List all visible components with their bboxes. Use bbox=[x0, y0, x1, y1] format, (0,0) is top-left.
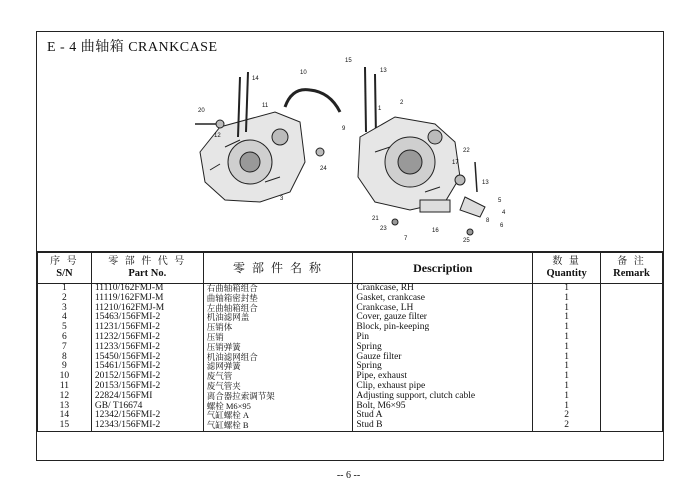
row-part-name: 气缸螺栓 B bbox=[203, 421, 353, 431]
row-remark bbox=[601, 402, 663, 412]
header-part-no: 零 部 件 代 号 Part No. bbox=[91, 253, 203, 284]
row-sn: 9 bbox=[38, 362, 92, 372]
row-remark bbox=[601, 284, 663, 294]
row-quantity: 2 bbox=[533, 421, 601, 431]
row-sn: 6 bbox=[38, 333, 92, 343]
row-part-name: 左曲轴箱组合 bbox=[203, 304, 353, 314]
row-part-no: 15450/156FMI-2 bbox=[91, 353, 203, 363]
row-quantity: 1 bbox=[533, 372, 601, 382]
row-sn: 2 bbox=[38, 294, 92, 304]
row-part-name: 压销弹簧 bbox=[203, 343, 353, 353]
callout-label: 2 bbox=[400, 100, 404, 106]
row-sn: 15 bbox=[38, 421, 92, 431]
callout-label: 6 bbox=[500, 223, 504, 229]
row-part-no: 11110/162FMJ-M bbox=[91, 284, 203, 294]
row-part-no: 11231/156FMI-2 bbox=[91, 323, 203, 333]
row-part-name: 压销 bbox=[203, 333, 353, 343]
row-remark bbox=[601, 362, 663, 372]
table-header-row bbox=[38, 253, 663, 284]
callout-label: 3 bbox=[280, 196, 284, 202]
row-remark bbox=[601, 313, 663, 323]
header-sn: 序 号 S/N bbox=[38, 253, 92, 284]
row-part-no: 11232/156FMI-2 bbox=[91, 333, 203, 343]
row-part-name: 右曲轴箱组合 bbox=[203, 284, 353, 294]
header-part-name: 零 部 件 名 称 bbox=[203, 253, 353, 284]
row-part-name: 机油滤网盖 bbox=[203, 313, 353, 323]
callout-label: 10 bbox=[300, 70, 307, 76]
row-part-name: 压销体 bbox=[203, 323, 353, 333]
callout-label: 21 bbox=[372, 216, 379, 222]
callout-label: 16 bbox=[432, 228, 439, 234]
row-description: Cover, gauze filter bbox=[353, 313, 533, 323]
row-part-name: 废气管夹 bbox=[203, 382, 353, 392]
row-quantity: 1 bbox=[533, 313, 601, 323]
callout-label: 15 bbox=[345, 58, 352, 64]
row-part-no: 20153/156FMI-2 bbox=[91, 382, 203, 392]
callout-label: 8 bbox=[486, 218, 490, 224]
row-quantity: 1 bbox=[533, 343, 601, 353]
row-part-no: 15461/156FMI-2 bbox=[91, 362, 203, 372]
row-quantity: 1 bbox=[533, 392, 601, 402]
callout-label: 9 bbox=[342, 126, 346, 132]
row-part-name: 螺栓 M6×95 bbox=[203, 402, 353, 412]
row-remark bbox=[601, 294, 663, 304]
row-quantity: 1 bbox=[533, 382, 601, 392]
callout-label: 22 bbox=[463, 148, 470, 154]
row-part-no: GB/ T16674 bbox=[91, 402, 203, 412]
row-quantity: 1 bbox=[533, 333, 601, 343]
row-sn: 12 bbox=[38, 392, 92, 402]
row-description: Spring bbox=[353, 362, 533, 372]
row-remark bbox=[601, 382, 663, 392]
header-quantity: 数 量 Quantity bbox=[533, 253, 601, 284]
row-remark bbox=[601, 372, 663, 382]
row-part-no: 11119/162FMJ-M bbox=[91, 294, 203, 304]
row-description: Pipe, exhaust bbox=[353, 372, 533, 382]
crankcase-exploded-diagram bbox=[180, 52, 520, 247]
row-quantity: 1 bbox=[533, 323, 601, 333]
row-description: Block, pin-keeping bbox=[353, 323, 533, 333]
row-remark bbox=[601, 411, 663, 421]
row-description: Pin bbox=[353, 333, 533, 343]
row-part-name: 废气管 bbox=[203, 372, 353, 382]
callout-label: 17 bbox=[452, 160, 459, 166]
row-description: Gauze filter bbox=[353, 353, 533, 363]
row-part-no: 15463/156FMI-2 bbox=[91, 313, 203, 323]
row-sn: 1 bbox=[38, 284, 92, 294]
callout-label: 20 bbox=[198, 108, 205, 114]
callout-label: 13 bbox=[482, 180, 489, 186]
header-description: Description bbox=[353, 253, 533, 284]
callout-label: 11 bbox=[262, 103, 269, 109]
row-description: Gasket, crankcase bbox=[353, 294, 533, 304]
callout-label: 23 bbox=[380, 226, 387, 232]
row-remark bbox=[601, 323, 663, 333]
row-quantity: 1 bbox=[533, 304, 601, 314]
row-sn: 14 bbox=[38, 411, 92, 421]
row-sn: 11 bbox=[38, 382, 92, 392]
row-part-name: 气缸螺栓 A bbox=[203, 411, 353, 421]
page-title: E - 4 曲轴箱 CRANKCASE bbox=[47, 40, 218, 55]
row-description: Stud B bbox=[353, 421, 533, 431]
row-part-no: 22824/156FMI bbox=[91, 392, 203, 402]
row-description: Crankcase, RH bbox=[353, 284, 533, 294]
row-remark bbox=[601, 353, 663, 363]
callout-label: 25 bbox=[463, 238, 470, 244]
row-remark bbox=[601, 304, 663, 314]
row-sn: 3 bbox=[38, 304, 92, 314]
callout-label: 1 bbox=[378, 106, 382, 112]
row-part-no: 12343/156FMI-2 bbox=[91, 421, 203, 431]
row-description: Stud A bbox=[353, 411, 533, 421]
row-part-no: 12342/156FMI-2 bbox=[91, 411, 203, 421]
row-quantity: 1 bbox=[533, 362, 601, 372]
row-description: Adjusting support, clutch cable bbox=[353, 392, 533, 402]
callout-label: 4 bbox=[502, 210, 506, 216]
header-remark: 备 注 Remark bbox=[601, 253, 663, 284]
row-part-no: 20152/156FMI-2 bbox=[91, 372, 203, 382]
row-remark bbox=[601, 421, 663, 431]
table-row bbox=[38, 421, 663, 431]
callout-label: 14 bbox=[252, 76, 259, 82]
row-quantity: 1 bbox=[533, 294, 601, 304]
callout-label: 12 bbox=[214, 133, 221, 139]
row-part-name: 机油滤网组合 bbox=[203, 353, 353, 363]
row-description: Crankcase, LH bbox=[353, 304, 533, 314]
callout-label: 5 bbox=[498, 198, 502, 204]
row-sn: 13 bbox=[38, 402, 92, 412]
parts-table bbox=[37, 252, 663, 432]
row-quantity: 1 bbox=[533, 402, 601, 412]
row-quantity: 1 bbox=[533, 353, 601, 363]
row-sn: 7 bbox=[38, 343, 92, 353]
row-sn: 8 bbox=[38, 353, 92, 363]
row-part-no: 11233/156FMI-2 bbox=[91, 343, 203, 353]
callout-label: 13 bbox=[380, 68, 387, 74]
row-description: Clip, exhaust pipe bbox=[353, 382, 533, 392]
row-part-no: 11210/162FMJ-M bbox=[91, 304, 203, 314]
row-remark bbox=[601, 333, 663, 343]
row-sn: 5 bbox=[38, 323, 92, 333]
callout-label: 24 bbox=[320, 166, 327, 172]
row-remark bbox=[601, 392, 663, 402]
page-number: -- 6 -- bbox=[336, 470, 361, 481]
row-part-name: 滤网弹簧 bbox=[203, 362, 353, 372]
row-quantity: 2 bbox=[533, 411, 601, 421]
row-remark bbox=[601, 343, 663, 353]
row-part-name: 曲轴箱密封垫 bbox=[203, 294, 353, 304]
row-quantity: 1 bbox=[533, 284, 601, 294]
callout-label: 7 bbox=[404, 236, 408, 242]
row-sn: 4 bbox=[38, 313, 92, 323]
row-sn: 10 bbox=[38, 372, 92, 382]
row-part-name: 离合器拉索调节架 bbox=[203, 392, 353, 402]
row-description: Spring bbox=[353, 343, 533, 353]
row-description: Bolt, M6×95 bbox=[353, 402, 533, 412]
